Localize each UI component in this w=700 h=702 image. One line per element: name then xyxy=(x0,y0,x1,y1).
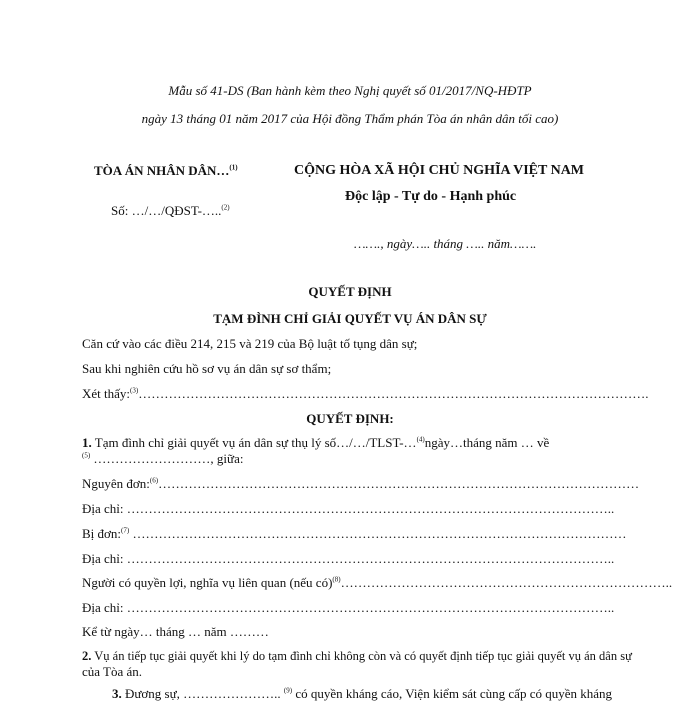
plaintiff-line: Nguyên đơn:$^{(6)}$………………………………………………………………………………………………… xyxy=(82,476,640,491)
decision-heading: QUYẾT ĐỊNH: xyxy=(306,411,394,426)
considering-line: Xét thấy:$^{(3)}$………………………………………………………………………………………………………. xyxy=(82,386,649,401)
item-3-line-1: 3. Đương sự, ………………….. $^{(9)}$ có quyền kháng cáo, Viện kiểm sát cùng cấp có quyền kháng xyxy=(112,686,613,701)
related-party-address-line: Địa chỉ: ………………………………………………………………………………………………….. xyxy=(82,600,615,615)
item-1-line-2: $^{(5)}$ ………………………, giữa: xyxy=(82,451,244,466)
court-name: TÒA ÁN NHÂN DÂN…$^{(1)}$ xyxy=(94,163,238,178)
related-party-line: Người có quyền lợi, nghĩa vụ liên quan (nếu có)$^{(8)}$………………………………………………………………….. xyxy=(82,575,673,590)
form-reference-line-1: Mẫu số 41-DS (Ban hành kèm theo Nghị quyết số 01/2017/NQ-HĐTP xyxy=(168,83,532,98)
decision-subtitle: TẠM ĐÌNH CHỈ GIẢI QUYẾT VỤ ÁN DÂN SỰ xyxy=(213,311,487,326)
defendant-line: Bị đơn:$^{(7)}$ …………………………………………………………………………………………………… xyxy=(82,526,627,541)
item-2-line-2: của Tòa án. xyxy=(82,664,143,679)
review-line: Sau khi nghiên cứu hồ sơ vụ án dân sự sơ thẩm; xyxy=(82,361,332,376)
decision-number: Số: …/…/QĐST-…..$^{(2)}$ xyxy=(111,203,230,218)
effective-date-line: Kể từ ngày… tháng … năm ……… xyxy=(82,624,269,639)
decision-title: QUYẾT ĐỊNH xyxy=(308,284,392,299)
item-1-line-1: 1. Tạm đình chỉ giải quyết vụ án dân sự thụ lý số…/…/TLST-…$^{(4)}$ngày…tháng năm … về xyxy=(82,435,550,450)
defendant-address-line: Địa chỉ: ………………………………………………………………………………………………….. xyxy=(82,551,615,566)
nation-motto: Độc lập - Tự do - Hạnh phúc xyxy=(345,189,517,204)
date-line: ……., ngày….. tháng ….. năm……. xyxy=(354,236,537,251)
plaintiff-address-line: Địa chỉ: ………………………………………………………………………………………………….. xyxy=(82,501,615,516)
item-2-line-1: 2. Vụ án tiếp tục giải quyết khi lý do tạm đình chỉ không còn và có quyết định tiếp tục giải quyết vụ án dân sự xyxy=(82,649,632,663)
legal-basis-line: Căn cứ vào các điều 214, 215 và 219 của Bộ luật tố tụng dân sự; xyxy=(82,336,418,351)
nation-title: CỘNG HÒA XÃ HỘI CHỦ NGHĨA VIỆT NAM xyxy=(294,163,585,178)
form-reference-line-2: ngày 13 tháng 01 năm 2017 của Hội đồng Thẩm phán Tòa án nhân dân tối cao) xyxy=(141,111,559,126)
